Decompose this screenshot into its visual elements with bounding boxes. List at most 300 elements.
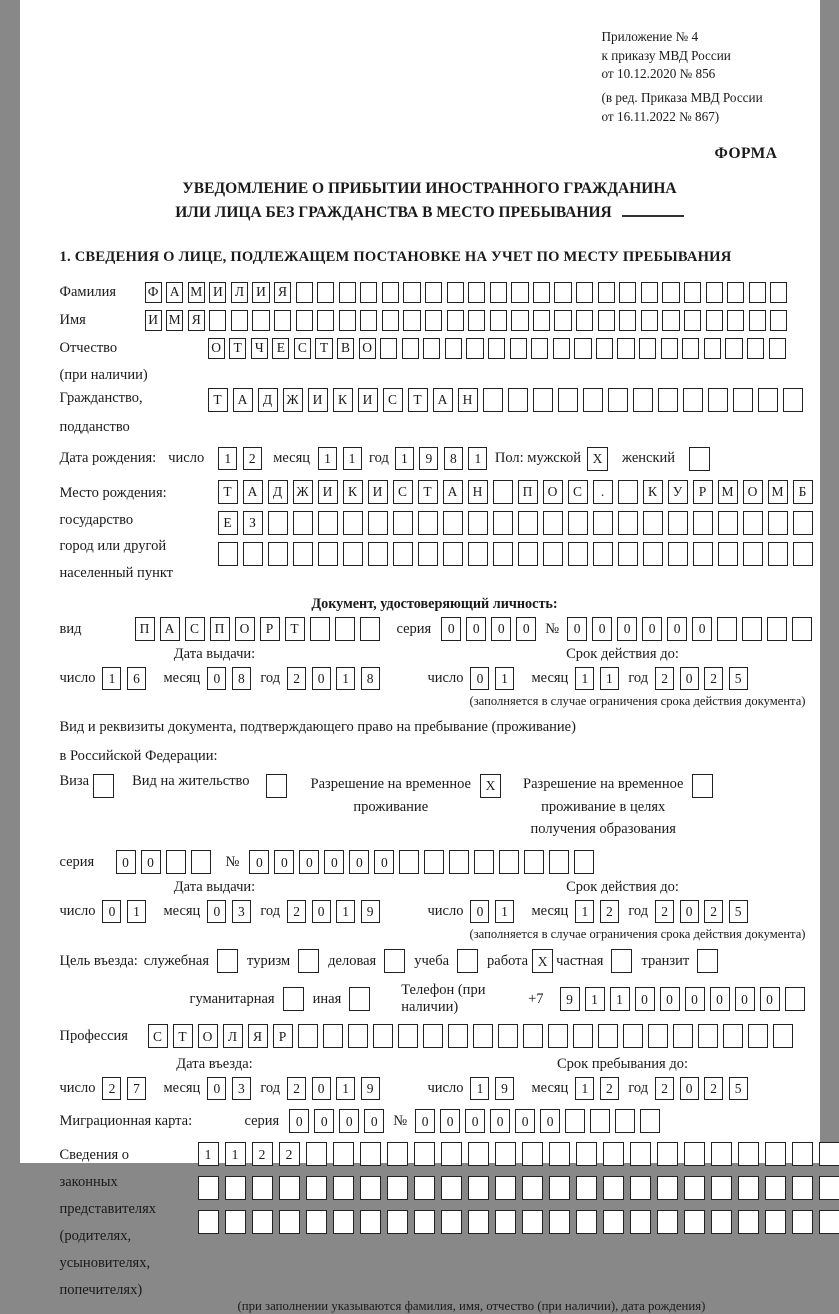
char-cell bbox=[279, 1176, 300, 1200]
char-cell bbox=[598, 310, 615, 331]
char-cell bbox=[617, 338, 634, 359]
char-cell bbox=[549, 850, 569, 874]
char-cell bbox=[543, 511, 563, 535]
char-cell bbox=[658, 388, 678, 412]
purpose-turizm-checkbox bbox=[298, 949, 319, 973]
char-cell bbox=[518, 511, 538, 535]
birth-month-cells bbox=[318, 447, 367, 470]
char-cell: 1 bbox=[470, 1077, 489, 1100]
purpose-chastnaya-checkbox bbox=[611, 949, 632, 973]
char-cell bbox=[468, 282, 485, 303]
citizenship-label: Гражданство, подданство bbox=[60, 388, 208, 438]
char-cell bbox=[630, 1176, 651, 1200]
sex-female-checkbox bbox=[689, 447, 710, 471]
char-cell: 1 bbox=[610, 987, 630, 1011]
char-cell bbox=[443, 511, 463, 535]
char-cell bbox=[718, 511, 738, 535]
char-cell bbox=[298, 949, 319, 973]
purpose-option-label: учеба bbox=[414, 953, 449, 970]
char-cell bbox=[333, 1210, 354, 1234]
char-cell bbox=[474, 850, 494, 874]
char-cell bbox=[225, 1210, 246, 1234]
purpose-sluzhebnaya-checkbox bbox=[217, 949, 238, 973]
char-cell: 0 bbox=[660, 987, 680, 1011]
char-cell bbox=[630, 1210, 651, 1234]
validity-note: (заполняется в случае ограничения срока действия документа) bbox=[60, 927, 806, 942]
char-cell: 0 bbox=[349, 850, 369, 874]
char-cell: 2 bbox=[287, 667, 306, 690]
residence-doc-intro2: в Российской Федерации: bbox=[60, 746, 810, 767]
char-cell bbox=[708, 388, 728, 412]
char-cell bbox=[727, 310, 744, 331]
representatives-line1 bbox=[198, 1142, 839, 1166]
year-label: год bbox=[260, 670, 280, 687]
char-cell bbox=[568, 542, 588, 566]
patronymic-row bbox=[60, 338, 810, 386]
char-cell bbox=[317, 310, 334, 331]
char-cell: 0 bbox=[440, 1109, 460, 1133]
char-cell bbox=[418, 542, 438, 566]
char-cell: 8 bbox=[444, 447, 463, 470]
char-cell: 0 bbox=[710, 987, 730, 1011]
char-cell: 0 bbox=[207, 1077, 226, 1100]
char-cell bbox=[657, 1176, 678, 1200]
char-cell: 0 bbox=[312, 1077, 331, 1100]
char-cell bbox=[368, 511, 388, 535]
char-cell: Т bbox=[285, 617, 305, 641]
char-cell bbox=[306, 1142, 327, 1166]
char-cell bbox=[268, 511, 288, 535]
representatives-line2 bbox=[198, 1176, 839, 1200]
phone-prefix: +7 bbox=[528, 991, 543, 1008]
char-cell bbox=[619, 310, 636, 331]
char-cell bbox=[425, 282, 442, 303]
char-cell bbox=[684, 310, 701, 331]
profession-row bbox=[60, 1024, 810, 1048]
char-cell bbox=[793, 511, 813, 535]
char-cell: Ч bbox=[251, 338, 268, 359]
char-cell bbox=[770, 282, 787, 303]
month-label: месяц bbox=[531, 1080, 568, 1097]
char-cell bbox=[266, 774, 287, 798]
char-cell: М bbox=[768, 480, 788, 504]
surname-label: Фамилия bbox=[60, 282, 145, 303]
char-cell bbox=[493, 480, 513, 504]
forma-heading: ФОРМА bbox=[60, 145, 778, 163]
temp-residence-item bbox=[311, 773, 501, 818]
char-cell bbox=[792, 1142, 813, 1166]
char-cell: 2 bbox=[655, 667, 674, 690]
char-cell bbox=[583, 388, 603, 412]
char-cell bbox=[593, 511, 613, 535]
migration-card-label: Миграционная карта: bbox=[60, 1111, 245, 1132]
char-cell bbox=[468, 542, 488, 566]
representatives-row bbox=[60, 1142, 810, 1314]
char-cell bbox=[296, 282, 313, 303]
residence-permit-checkbox bbox=[266, 774, 287, 798]
char-cell bbox=[360, 1210, 381, 1234]
char-cell: 0 bbox=[760, 987, 780, 1011]
char-cell: 2 bbox=[704, 900, 723, 923]
residence-number-cells bbox=[249, 850, 599, 874]
citizenship-sublabel: подданство bbox=[60, 417, 208, 438]
char-cell: 0 bbox=[667, 617, 687, 641]
char-cell bbox=[306, 1210, 327, 1234]
char-cell: А bbox=[160, 617, 180, 641]
day-label: число bbox=[428, 670, 464, 687]
char-cell bbox=[657, 1142, 678, 1166]
doc-number-label: № bbox=[545, 619, 559, 640]
char-cell: 0 bbox=[415, 1109, 435, 1133]
title-blank-underline bbox=[622, 201, 684, 217]
month-label: месяц bbox=[531, 670, 568, 687]
char-cell bbox=[576, 282, 593, 303]
visit-purpose-row bbox=[60, 949, 810, 973]
char-cell: П bbox=[135, 617, 155, 641]
char-cell bbox=[693, 511, 713, 535]
char-cell bbox=[498, 1024, 518, 1048]
char-cell: 0 bbox=[102, 900, 121, 923]
char-cell: Т bbox=[418, 480, 438, 504]
appendix-line: Приложение № 4 bbox=[602, 28, 810, 47]
char-cell: 0 bbox=[466, 617, 486, 641]
doc-kind-label: вид bbox=[60, 619, 135, 640]
representatives-cells bbox=[198, 1142, 839, 1314]
char-cell: Б bbox=[793, 480, 813, 504]
char-cell: 1 bbox=[336, 667, 355, 690]
char-cell bbox=[758, 388, 778, 412]
char-cell bbox=[623, 1024, 643, 1048]
visa-label: Виза bbox=[60, 773, 90, 790]
char-cell bbox=[733, 388, 753, 412]
char-cell bbox=[706, 282, 723, 303]
char-cell bbox=[166, 850, 186, 874]
entry-year-cells bbox=[287, 1077, 385, 1100]
issue-month-cells bbox=[207, 900, 256, 923]
char-cell bbox=[360, 282, 377, 303]
char-cell bbox=[574, 850, 594, 874]
char-cell: 1 bbox=[395, 447, 414, 470]
char-cell bbox=[598, 282, 615, 303]
char-cell bbox=[554, 310, 571, 331]
temp-residence-edu-checkbox bbox=[692, 774, 713, 798]
char-cell bbox=[742, 617, 762, 641]
valid-year-cells bbox=[655, 667, 753, 690]
day-label: число bbox=[168, 448, 204, 469]
char-cell bbox=[510, 338, 527, 359]
char-cell: У bbox=[668, 480, 688, 504]
name-label: Имя bbox=[60, 310, 145, 331]
char-cell bbox=[483, 388, 503, 412]
char-cell bbox=[765, 1142, 786, 1166]
char-cell bbox=[448, 1024, 468, 1048]
char-cell bbox=[393, 542, 413, 566]
char-cell: 1 bbox=[343, 447, 362, 470]
char-cell bbox=[576, 1210, 597, 1234]
char-cell bbox=[574, 338, 591, 359]
char-cell: Т bbox=[315, 338, 332, 359]
char-cell bbox=[317, 282, 334, 303]
char-cell bbox=[618, 542, 638, 566]
birth-place-labels: Место рождения: государство город или другой населенный пункт bbox=[60, 480, 218, 587]
purpose-option-label: частная bbox=[556, 953, 603, 970]
char-cell: 2 bbox=[279, 1142, 300, 1166]
char-cell bbox=[661, 338, 678, 359]
series-label: серия bbox=[245, 1111, 280, 1132]
char-cell: 0 bbox=[516, 617, 536, 641]
char-cell bbox=[468, 1142, 489, 1166]
char-cell: Я bbox=[274, 282, 291, 303]
char-cell bbox=[414, 1210, 435, 1234]
char-cell bbox=[423, 1024, 443, 1048]
purpose-option-label: туризм bbox=[247, 953, 290, 970]
char-cell: О bbox=[743, 480, 763, 504]
char-cell: Е bbox=[218, 511, 238, 535]
month-label: месяц bbox=[273, 448, 310, 469]
issue-day-cells bbox=[102, 900, 151, 923]
char-cell: 0 bbox=[735, 987, 755, 1011]
char-cell bbox=[576, 1176, 597, 1200]
char-cell: С bbox=[294, 338, 311, 359]
char-cell: О bbox=[208, 338, 225, 359]
birth-date-label: Дата рождения: bbox=[60, 448, 157, 469]
month-label: месяц bbox=[163, 903, 200, 920]
char-cell: И bbox=[252, 282, 269, 303]
char-cell bbox=[231, 310, 248, 331]
day-label: число bbox=[60, 670, 96, 687]
number-label: № bbox=[226, 852, 240, 873]
char-cell bbox=[549, 1176, 570, 1200]
char-cell bbox=[673, 1024, 693, 1048]
birth-place-row bbox=[60, 480, 810, 587]
year-label: год bbox=[369, 448, 389, 469]
char-cell: 2 bbox=[252, 1142, 273, 1166]
char-cell bbox=[368, 542, 388, 566]
char-cell bbox=[318, 511, 338, 535]
char-cell bbox=[630, 1142, 651, 1166]
char-cell: Т bbox=[229, 338, 246, 359]
char-cell: Т bbox=[408, 388, 428, 412]
char-cell bbox=[718, 542, 738, 566]
char-cell bbox=[218, 542, 238, 566]
char-cell: И bbox=[145, 310, 162, 331]
representatives-note: (при заполнении указываются фамилия, имя, отчество (при наличии), дата рождения) bbox=[238, 1299, 839, 1314]
purpose-tranzit-checkbox bbox=[697, 949, 718, 973]
char-cell bbox=[543, 542, 563, 566]
char-cell bbox=[488, 338, 505, 359]
birth-place-cells bbox=[218, 480, 818, 573]
char-cell: 1 bbox=[575, 900, 594, 923]
char-cell: 9 bbox=[419, 447, 438, 470]
char-cell bbox=[618, 511, 638, 535]
valid-day-cells bbox=[470, 900, 519, 923]
char-cell: 0 bbox=[491, 617, 511, 641]
char-cell bbox=[648, 1024, 668, 1048]
char-cell: О bbox=[235, 617, 255, 641]
entry-dates bbox=[60, 1056, 810, 1100]
day-label: число bbox=[428, 1080, 464, 1097]
char-cell bbox=[522, 1210, 543, 1234]
char-cell bbox=[468, 1210, 489, 1234]
char-cell bbox=[531, 338, 548, 359]
char-cell bbox=[554, 282, 571, 303]
char-cell: Л bbox=[231, 282, 248, 303]
char-cell bbox=[668, 542, 688, 566]
stay-until-heading: Срок пребывания до: bbox=[458, 1056, 788, 1073]
temp-residence-edu-item bbox=[523, 773, 713, 840]
char-cell bbox=[748, 1024, 768, 1048]
char-cell bbox=[399, 850, 419, 874]
char-cell bbox=[225, 1176, 246, 1200]
char-cell: 0 bbox=[374, 850, 394, 874]
char-cell bbox=[633, 388, 653, 412]
char-cell bbox=[511, 310, 528, 331]
char-cell bbox=[252, 310, 269, 331]
doc-series-cells bbox=[441, 617, 541, 641]
char-cell bbox=[298, 1024, 318, 1048]
temp-residence-checkbox bbox=[480, 774, 501, 798]
citizenship-row bbox=[60, 388, 810, 438]
migration-number-cells bbox=[415, 1109, 665, 1133]
char-cell: 0 bbox=[207, 900, 226, 923]
char-cell bbox=[384, 949, 405, 973]
char-cell bbox=[495, 1210, 516, 1234]
citizenship-cells bbox=[208, 388, 808, 412]
char-cell bbox=[360, 1142, 381, 1166]
char-cell: П bbox=[518, 480, 538, 504]
appendix-line: к приказу МВД России bbox=[602, 47, 810, 66]
char-cell: 1 bbox=[336, 900, 355, 923]
char-cell bbox=[402, 338, 419, 359]
char-cell: 0 bbox=[299, 850, 319, 874]
stay-day-cells bbox=[470, 1077, 519, 1100]
char-cell bbox=[533, 282, 550, 303]
validity-note: (заполняется в случае ограничения срока действия документа) bbox=[60, 694, 806, 709]
char-cell bbox=[619, 282, 636, 303]
char-cell: 0 bbox=[274, 850, 294, 874]
char-cell bbox=[657, 1210, 678, 1234]
char-cell: В bbox=[337, 338, 354, 359]
residence-permit-label: Вид на жительство bbox=[132, 773, 249, 790]
purpose-option-label: служебная bbox=[144, 953, 209, 970]
char-cell: 6 bbox=[127, 667, 146, 690]
migration-series-cells bbox=[289, 1109, 389, 1133]
char-cell bbox=[524, 850, 544, 874]
char-cell bbox=[279, 1210, 300, 1234]
char-cell bbox=[640, 1109, 660, 1133]
char-cell bbox=[493, 511, 513, 535]
char-cell: 0 bbox=[470, 667, 489, 690]
char-cell bbox=[792, 1210, 813, 1234]
char-cell: Ф bbox=[145, 282, 162, 303]
visit-purpose-row2 bbox=[190, 982, 810, 1016]
char-cell: 2 bbox=[102, 1077, 121, 1100]
form-title bbox=[60, 177, 800, 225]
char-cell bbox=[684, 1210, 705, 1234]
char-cell bbox=[819, 1176, 839, 1200]
char-cell bbox=[414, 1142, 435, 1166]
identity-doc-dates bbox=[60, 646, 810, 690]
char-cell bbox=[424, 850, 444, 874]
char-cell: 0 bbox=[642, 617, 662, 641]
char-cell bbox=[443, 542, 463, 566]
char-cell bbox=[738, 1210, 759, 1234]
char-cell: Т bbox=[173, 1024, 193, 1048]
day-label: число bbox=[60, 1080, 96, 1097]
char-cell bbox=[697, 949, 718, 973]
char-cell: С bbox=[568, 480, 588, 504]
char-cell bbox=[518, 542, 538, 566]
char-cell: 1 bbox=[318, 447, 337, 470]
char-cell: . bbox=[593, 480, 613, 504]
char-cell: Ж bbox=[283, 388, 303, 412]
month-label: месяц bbox=[163, 670, 200, 687]
char-cell bbox=[490, 310, 507, 331]
char-cell bbox=[765, 1176, 786, 1200]
char-cell: О bbox=[359, 338, 376, 359]
char-cell: А bbox=[243, 480, 263, 504]
valid-until-heading: Срок действия до: bbox=[458, 879, 788, 896]
representatives-labels: Сведения о законных представителях (родителях, усыновителях, попечителях) bbox=[60, 1142, 160, 1303]
char-cell bbox=[343, 511, 363, 535]
char-cell: Е bbox=[272, 338, 289, 359]
char-cell: П bbox=[210, 617, 230, 641]
char-cell bbox=[191, 850, 211, 874]
char-cell: 0 bbox=[465, 1109, 485, 1133]
char-cell bbox=[593, 542, 613, 566]
char-cell: С bbox=[393, 480, 413, 504]
purpose-inaya-checkbox bbox=[349, 987, 370, 1011]
char-cell bbox=[447, 310, 464, 331]
char-cell: 1 bbox=[198, 1142, 219, 1166]
section1-heading: 1. СВЕДЕНИЯ О ЛИЦЕ, ПОДЛЕЖАЩЕМ ПОСТАНОВКЕ НА УЧЕТ ПО МЕСТУ ПРЕБЫВАНИЯ bbox=[60, 249, 810, 266]
char-cell: 3 bbox=[232, 1077, 251, 1100]
char-cell: 2 bbox=[287, 900, 306, 923]
char-cell: Я bbox=[248, 1024, 268, 1048]
char-cell: 1 bbox=[468, 447, 487, 470]
char-cell bbox=[727, 282, 744, 303]
char-cell bbox=[490, 282, 507, 303]
char-cell bbox=[333, 1176, 354, 1200]
char-cell bbox=[522, 1142, 543, 1166]
char-cell: 0 bbox=[207, 667, 226, 690]
char-cell bbox=[683, 388, 703, 412]
char-cell bbox=[792, 617, 812, 641]
char-cell: 2 bbox=[704, 1077, 723, 1100]
char-cell bbox=[198, 1210, 219, 1234]
birth-place-line2 bbox=[218, 511, 818, 535]
char-cell bbox=[643, 511, 663, 535]
char-cell bbox=[711, 1176, 732, 1200]
char-cell: 2 bbox=[600, 900, 619, 923]
char-cell: 0 bbox=[289, 1109, 309, 1133]
purpose-rabota-checkbox bbox=[532, 949, 553, 973]
char-cell bbox=[723, 1024, 743, 1048]
char-cell bbox=[662, 282, 679, 303]
char-cell bbox=[441, 1142, 462, 1166]
char-cell bbox=[348, 1024, 368, 1048]
valid-month-cells bbox=[575, 667, 624, 690]
char-cell: Т bbox=[218, 480, 238, 504]
stay-year-cells bbox=[655, 1077, 753, 1100]
char-cell bbox=[387, 1210, 408, 1234]
char-cell: К bbox=[643, 480, 663, 504]
appendix-edit-line: (в ред. Приказа МВД России bbox=[602, 89, 810, 108]
residence-doc-series-row bbox=[60, 850, 810, 874]
char-cell bbox=[749, 282, 766, 303]
char-cell bbox=[711, 1142, 732, 1166]
permit-type-row bbox=[60, 773, 810, 840]
